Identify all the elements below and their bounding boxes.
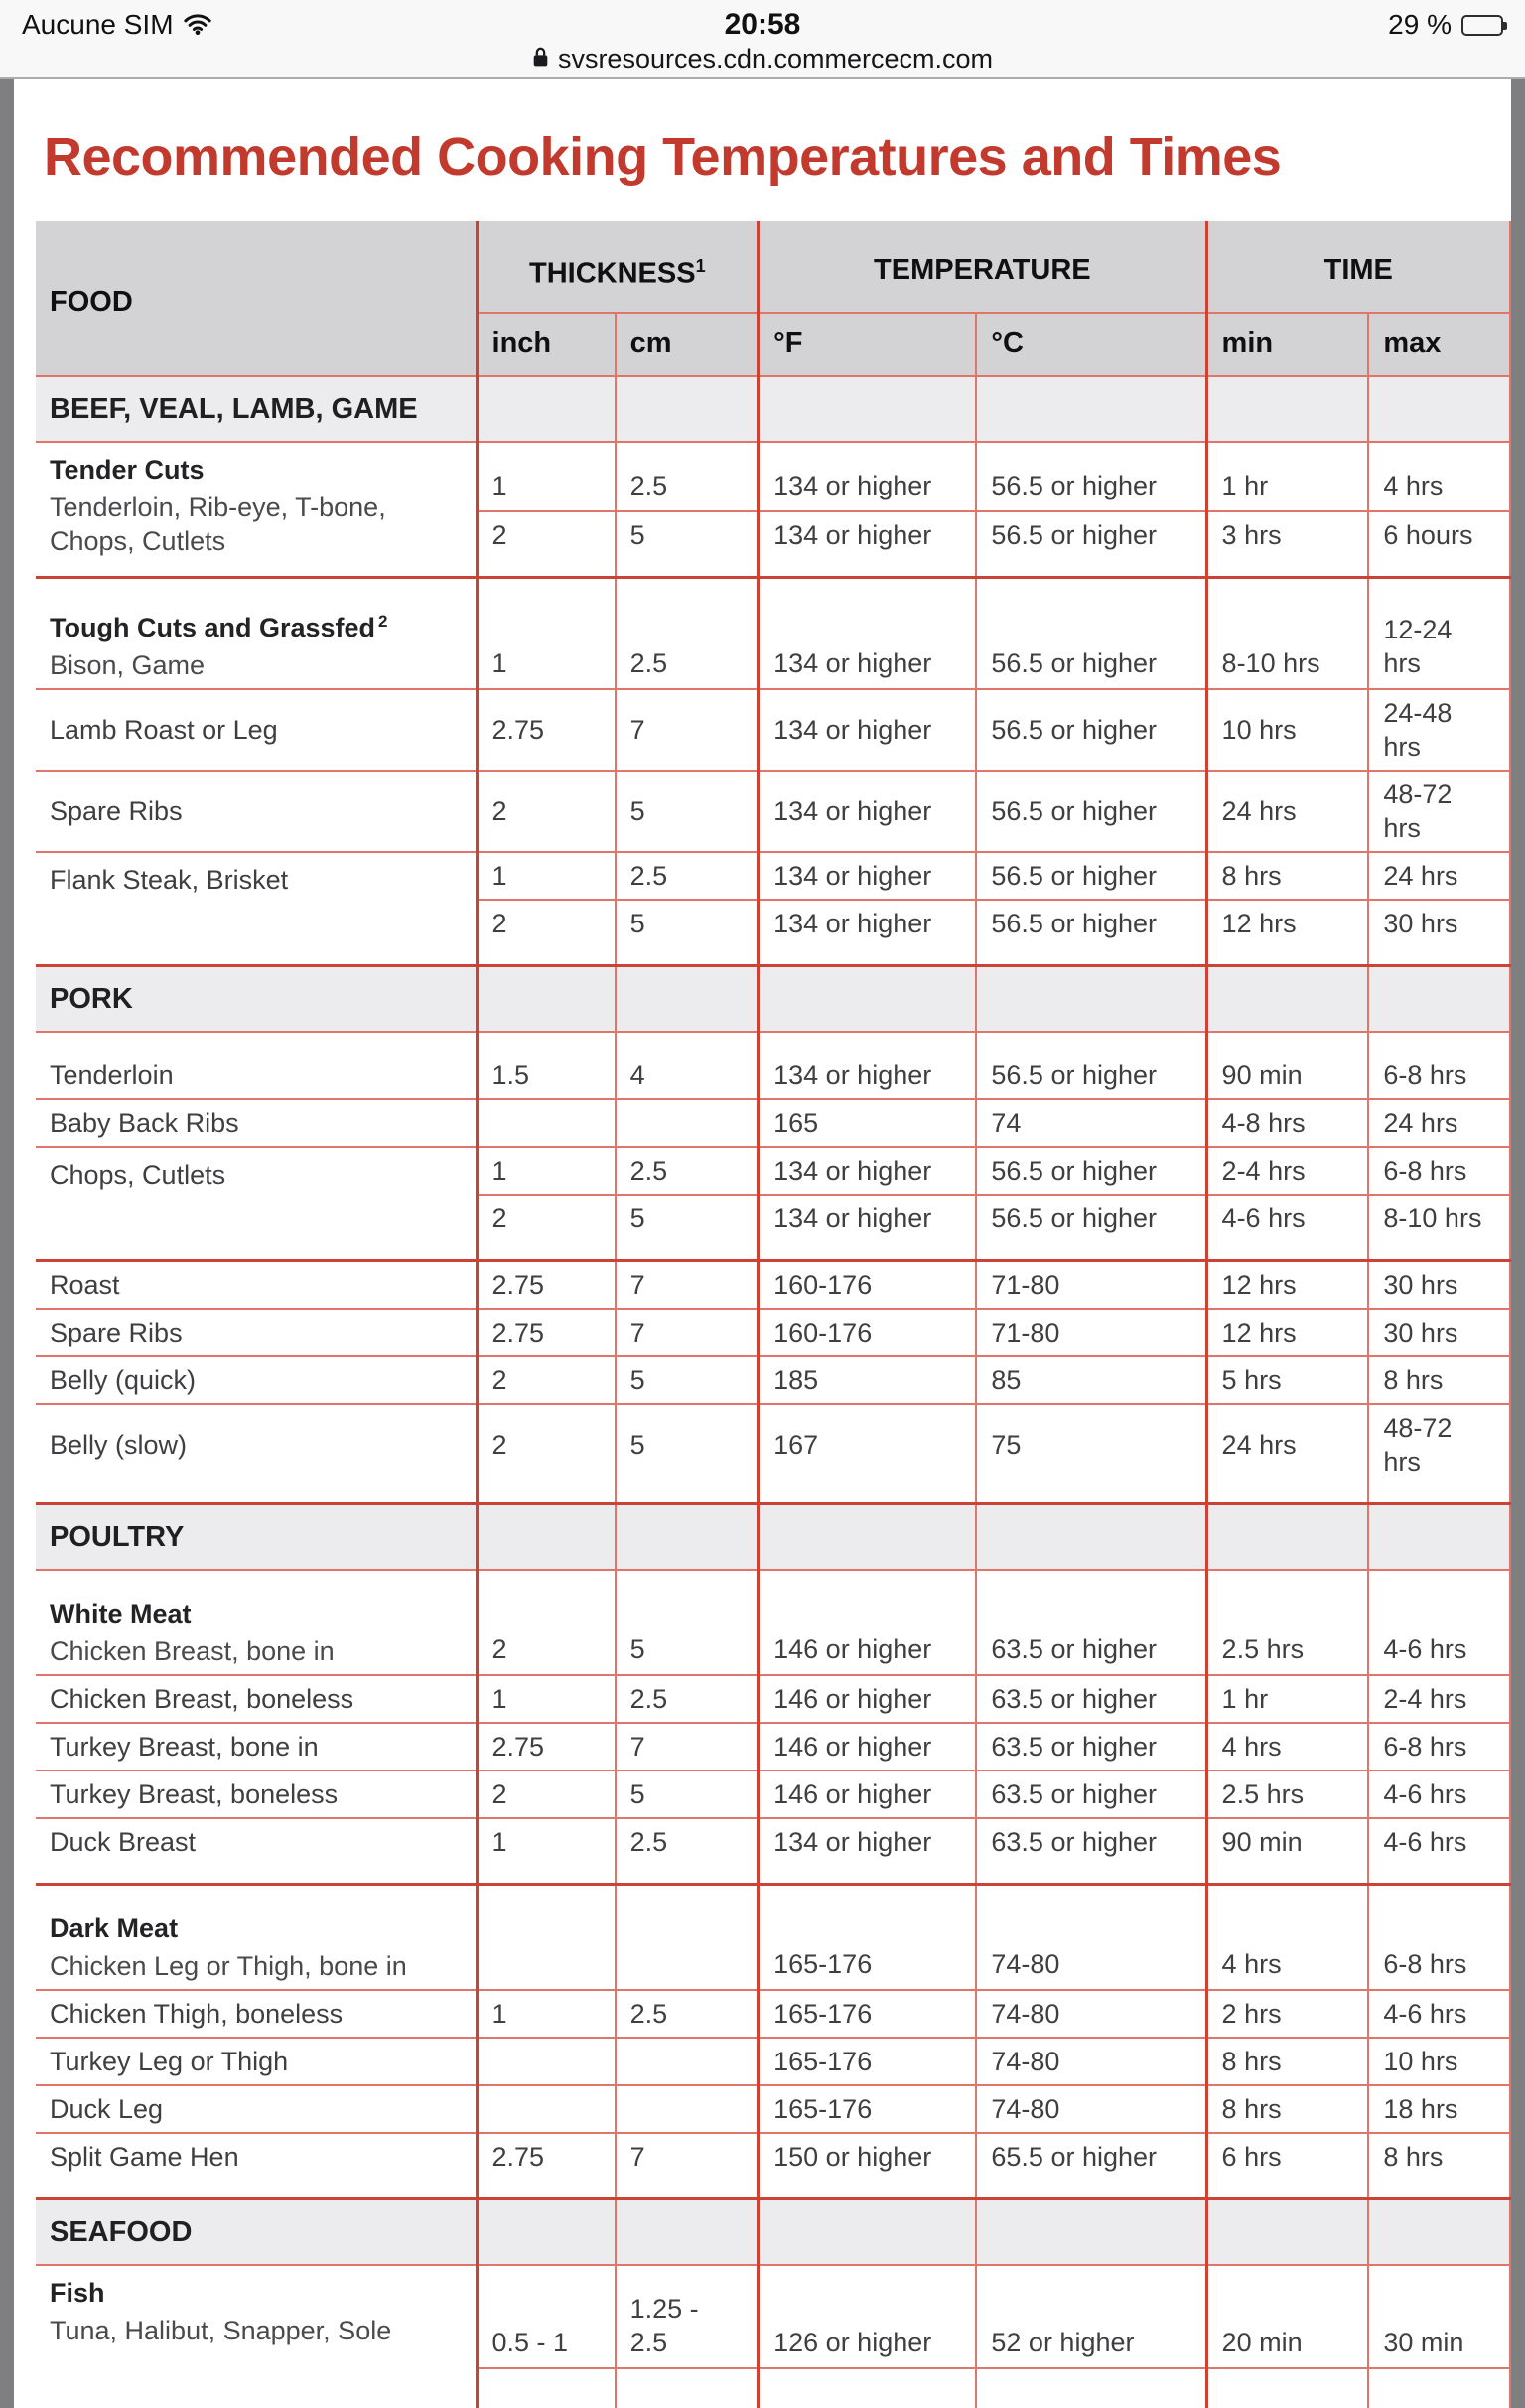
time-max-cell: 2-4 hrs xyxy=(1368,1675,1510,1723)
col-header-c: °C xyxy=(976,313,1206,376)
section-row-pork xyxy=(36,966,1510,1033)
table-row xyxy=(36,1885,1510,1991)
table-row xyxy=(36,1723,1510,1771)
web-page xyxy=(14,79,1511,2408)
inch-cell: 1 xyxy=(477,1675,616,1723)
inch-cell xyxy=(477,1885,616,1991)
temp-f-cell: 146 or higher xyxy=(759,1570,977,1675)
time-min-cell: 4-8 hrs xyxy=(1206,1099,1368,1147)
food-cell: Chicken Thigh, boneless xyxy=(36,1990,477,2038)
temp-c-cell: 56.5 or higher xyxy=(976,689,1206,771)
temp-c-cell: 74-80 xyxy=(976,1990,1206,2038)
wifi-icon xyxy=(184,10,211,42)
temp-f-cell: 160-176 xyxy=(759,1261,977,1310)
temp-c-cell: 74-80 xyxy=(976,2038,1206,2085)
temp-c-cell: 63.5 or higher xyxy=(976,1570,1206,1675)
time-max-cell xyxy=(1368,2368,1510,2408)
time-min-cell: 3 hrs xyxy=(1206,511,1368,578)
food-cell: Split Game Hen xyxy=(36,2133,477,2199)
inch-cell: 1 xyxy=(477,1818,616,1885)
table-row xyxy=(36,578,1510,690)
food-cell: Chops, Cutlets xyxy=(36,1147,477,1261)
section-row-seafood xyxy=(36,2199,1510,2266)
col-header-temperature: TEMPERATURE xyxy=(759,221,1206,314)
time-max-cell: 8 hrs xyxy=(1368,1356,1510,1404)
time-max-cell: 12-24 hrs xyxy=(1368,578,1510,690)
cm-cell: 5 xyxy=(616,900,759,966)
cm-cell xyxy=(616,2085,759,2133)
table-row xyxy=(36,1570,1510,1675)
inch-cell: 1 xyxy=(477,442,616,511)
time-max-cell: 30 hrs xyxy=(1368,1261,1510,1310)
time-min-cell: 20 min xyxy=(1206,2265,1368,2368)
time-min-cell: 1 hr xyxy=(1206,1675,1368,1723)
inch-cell: 2 xyxy=(477,1771,616,1818)
food-cell: Tough Cuts and Grassfed $^2$ Bison, Game xyxy=(36,578,477,690)
food-cell: Spare Ribs xyxy=(36,1309,477,1356)
cm-cell: 5 xyxy=(616,1356,759,1404)
temp-f-cell: 134 or higher xyxy=(759,511,977,578)
time-min-cell: 5 hrs xyxy=(1206,1356,1368,1404)
cm-cell: 2.5 xyxy=(616,1990,759,2038)
table-row xyxy=(36,1356,1510,1404)
food-cell: Baby Back Ribs xyxy=(36,1099,477,1147)
section-label: PORK xyxy=(36,966,477,1033)
time-min-cell: 12 hrs xyxy=(1206,900,1368,966)
section-label: BEEF, VEAL, LAMB, GAME xyxy=(36,376,477,442)
temp-f-cell: 185 xyxy=(759,1356,977,1404)
cm-cell: 5 xyxy=(616,1195,759,1261)
time-min-cell: 8-10 hrs xyxy=(1206,578,1368,690)
carrier-label: Aucune SIM xyxy=(22,9,174,40)
col-header-cm: cm xyxy=(616,313,759,376)
col-header-max: max xyxy=(1368,313,1510,376)
table-row xyxy=(36,1309,1510,1356)
temp-c-cell: 74-80 xyxy=(976,2085,1206,2133)
table-row xyxy=(36,1675,1510,1723)
cm-cell: 5 xyxy=(616,1570,759,1675)
inch-cell: 1 xyxy=(477,1990,616,2038)
time-min-cell: 12 hrs xyxy=(1206,1309,1368,1356)
inch-cell: 1 xyxy=(477,852,616,900)
temp-f-cell: 134 or higher xyxy=(759,689,977,771)
table-row xyxy=(36,442,1510,511)
time-min-cell: 90 min xyxy=(1206,1032,1368,1099)
table-row xyxy=(36,1261,1510,1310)
col-header-time: TIME xyxy=(1206,221,1510,314)
time-max-cell: 4-6 hrs xyxy=(1368,1990,1510,2038)
temp-c-cell: 71-80 xyxy=(976,1309,1206,1356)
cm-cell: 7 xyxy=(616,1309,759,1356)
cm-cell: 2.5 xyxy=(616,578,759,690)
table-row xyxy=(36,1771,1510,1818)
temp-f-cell: 134 or higher xyxy=(759,442,977,511)
table-row xyxy=(36,1099,1510,1147)
temp-c-cell: 56.5 or higher xyxy=(976,1195,1206,1261)
temp-f-cell: 134 or higher xyxy=(759,771,977,852)
cm-cell: 5 xyxy=(616,771,759,852)
temp-f-cell: 167 xyxy=(759,1404,977,1504)
time-min-cell: 90 min xyxy=(1206,1818,1368,1885)
inch-cell: 2 xyxy=(477,1570,616,1675)
url-text: svsresources.cdn.commercecm.com xyxy=(557,43,994,73)
temp-c-cell: 56.5 or higher xyxy=(976,900,1206,966)
battery-icon xyxy=(1461,15,1503,36)
time-min-cell: 8 hrs xyxy=(1206,852,1368,900)
inch-cell: 2 xyxy=(477,1404,616,1504)
col-header-inch: inch xyxy=(477,313,616,376)
inch-cell xyxy=(477,2038,616,2085)
cm-cell: 2.5 xyxy=(616,852,759,900)
temp-c-cell xyxy=(976,2368,1206,2408)
food-cell: Tenderloin xyxy=(36,1032,477,1099)
food-cell: White Meat Chicken Breast, bone in xyxy=(36,1570,477,1675)
time-min-cell: 24 hrs xyxy=(1206,1404,1368,1504)
table-row xyxy=(36,771,1510,852)
cm-cell: 7 xyxy=(616,2133,759,2199)
temp-f-cell: 146 or higher xyxy=(759,1771,977,1818)
temp-f-cell: 146 or higher xyxy=(759,1675,977,1723)
temp-c-cell: 56.5 or higher xyxy=(976,852,1206,900)
status-bar xyxy=(0,0,1525,44)
inch-cell: 2 xyxy=(477,900,616,966)
temp-f-cell: 146 or higher xyxy=(759,1723,977,1771)
food-cell: Dark Meat Chicken Leg or Thigh, bone in xyxy=(36,1885,477,1991)
temp-c-cell: 56.5 or higher xyxy=(976,578,1206,690)
food-cell: Turkey Leg or Thigh xyxy=(36,2038,477,2085)
cm-cell: 2.5 xyxy=(616,1147,759,1195)
cm-cell xyxy=(616,2368,759,2408)
time-max-cell: 48-72 hrs xyxy=(1368,771,1510,852)
time-max-cell: 4-6 hrs xyxy=(1368,1818,1510,1885)
table-row xyxy=(36,689,1510,771)
lock-icon xyxy=(532,44,549,74)
time-min-cell xyxy=(1206,2368,1368,2408)
food-cell: Duck Leg xyxy=(36,2085,477,2133)
temp-f-cell: 134 or higher xyxy=(759,1195,977,1261)
temp-c-cell: 74 xyxy=(976,1099,1206,1147)
inch-cell: 2 xyxy=(477,1195,616,1261)
col-header-thickness: THICKNESS$^1$ xyxy=(477,221,759,314)
time-min-cell: 12 hrs xyxy=(1206,1261,1368,1310)
table-row xyxy=(36,852,1510,900)
temp-c-cell: 56.5 or higher xyxy=(976,1147,1206,1195)
inch-cell: 1 xyxy=(477,1147,616,1195)
food-cell: Lamb Roast or Leg xyxy=(36,689,477,771)
food-cell: Spare Ribs xyxy=(36,771,477,852)
temp-c-cell: 56.5 or higher xyxy=(976,511,1206,578)
section-label: SEAFOOD xyxy=(36,2199,477,2266)
time-max-cell: 30 hrs xyxy=(1368,1309,1510,1356)
time-max-cell: 24-48 hrs xyxy=(1368,689,1510,771)
cm-cell: 5 xyxy=(616,1404,759,1504)
inch-cell: 2 xyxy=(477,771,616,852)
time-max-cell: 10 hrs xyxy=(1368,2038,1510,2085)
temp-c-cell: 56.5 or higher xyxy=(976,1032,1206,1099)
col-header-f: °F xyxy=(759,313,977,376)
food-cell: Flank Steak, Brisket xyxy=(36,852,477,966)
cm-cell: 7 xyxy=(616,1261,759,1310)
temp-f-cell: 165-176 xyxy=(759,1885,977,1991)
cm-cell xyxy=(616,1099,759,1147)
inch-cell: 2.75 xyxy=(477,1309,616,1356)
food-cell: Turkey Breast, bone in xyxy=(36,1723,477,1771)
temp-f-cell: 165-176 xyxy=(759,1990,977,2038)
temp-c-cell: 71-80 xyxy=(976,1261,1206,1310)
table-row xyxy=(36,2265,1510,2368)
time-max-cell: 6-8 hrs xyxy=(1368,1885,1510,1991)
browser-chrome xyxy=(0,0,1525,79)
time-max-cell: 18 hrs xyxy=(1368,2085,1510,2133)
section-row-beef xyxy=(36,376,1510,442)
time-max-cell: 8 hrs xyxy=(1368,2133,1510,2199)
time-max-cell: 4-6 hrs xyxy=(1368,1570,1510,1675)
temp-c-cell: 63.5 or higher xyxy=(976,1723,1206,1771)
table-header-row xyxy=(36,221,1510,314)
table-row xyxy=(36,2038,1510,2085)
col-header-min: min xyxy=(1206,313,1368,376)
table-row xyxy=(36,2133,1510,2199)
time-max-cell: 4-6 hrs xyxy=(1368,1771,1510,1818)
food-cell: Tender Cuts Tenderloin, Rib-eye, T-bone, Chops, Cutlets xyxy=(36,442,477,578)
section-label: POULTRY xyxy=(36,1504,477,1571)
cm-cell: 1.25 - 2.5 xyxy=(616,2265,759,2368)
cm-cell: 5 xyxy=(616,511,759,578)
temp-c-cell: 65.5 or higher xyxy=(976,2133,1206,2199)
temp-c-cell: 63.5 or higher xyxy=(976,1818,1206,1885)
temp-f-cell: 134 or higher xyxy=(759,1818,977,1885)
cm-cell: 2.5 xyxy=(616,442,759,511)
temp-c-cell: 74-80 xyxy=(976,1885,1206,1991)
time-max-cell: 6-8 hrs xyxy=(1368,1032,1510,1099)
time-min-cell: 4-6 hrs xyxy=(1206,1195,1368,1261)
time-max-cell: 24 hrs xyxy=(1368,1099,1510,1147)
inch-cell xyxy=(477,2085,616,2133)
temp-c-cell: 52 or higher xyxy=(976,2265,1206,2368)
inch-cell: 2 xyxy=(477,511,616,578)
food-cell: Chicken Breast, boneless xyxy=(36,1675,477,1723)
temp-f-cell: 134 or higher xyxy=(759,1032,977,1099)
temp-f-cell: 126 or higher xyxy=(759,2265,977,2368)
inch-cell xyxy=(477,1099,616,1147)
temp-f-cell: 134 or higher xyxy=(759,900,977,966)
time-min-cell: 8 hrs xyxy=(1206,2038,1368,2085)
inch-cell: 2.75 xyxy=(477,1723,616,1771)
table-row xyxy=(36,1404,1510,1504)
table-row xyxy=(36,1818,1510,1885)
inch-cell xyxy=(477,2368,616,2408)
table-row xyxy=(36,2085,1510,2133)
food-cell: Duck Breast xyxy=(36,1818,477,1885)
cm-cell xyxy=(616,2038,759,2085)
inch-cell: 0.5 - 1 xyxy=(477,2265,616,2368)
cooking-table xyxy=(36,221,1511,2408)
temp-c-cell: 56.5 or higher xyxy=(976,442,1206,511)
url-bar[interactable] xyxy=(0,44,1525,73)
cm-cell: 2.5 xyxy=(616,1675,759,1723)
time-max-cell: 48-72 hrs xyxy=(1368,1404,1510,1504)
temp-c-cell: 63.5 or higher xyxy=(976,1675,1206,1723)
temp-f-cell: 165 xyxy=(759,1099,977,1147)
time-min-cell: 2 hrs xyxy=(1206,1990,1368,2038)
inch-cell: 2.75 xyxy=(477,689,616,771)
time-max-cell: 30 hrs xyxy=(1368,900,1510,966)
time-max-cell: 24 hrs xyxy=(1368,852,1510,900)
time-min-cell: 4 hrs xyxy=(1206,1885,1368,1991)
clock: 20:58 xyxy=(724,8,801,41)
time-min-cell: 8 hrs xyxy=(1206,2085,1368,2133)
time-min-cell: 4 hrs xyxy=(1206,1723,1368,1771)
food-cell: Belly (slow) xyxy=(36,1404,477,1504)
time-max-cell: 6-8 hrs xyxy=(1368,1723,1510,1771)
temp-f-cell: 165-176 xyxy=(759,2038,977,2085)
time-min-cell: 6 hrs xyxy=(1206,2133,1368,2199)
time-max-cell: 4 hrs xyxy=(1368,442,1510,511)
food-cell: Roast xyxy=(36,1261,477,1310)
time-min-cell: 1 hr xyxy=(1206,442,1368,511)
table-row xyxy=(36,1032,1510,1099)
time-min-cell: 24 hrs xyxy=(1206,771,1368,852)
temp-c-cell: 63.5 or higher xyxy=(976,1771,1206,1818)
temp-c-cell: 75 xyxy=(976,1404,1206,1504)
temp-f-cell: 134 or higher xyxy=(759,1147,977,1195)
temp-f-cell: 134 or higher xyxy=(759,578,977,690)
inch-cell: 2.75 xyxy=(477,1261,616,1310)
inch-cell: 1 xyxy=(477,578,616,690)
temp-f-cell: 134 or higher xyxy=(759,852,977,900)
food-cell: Turkey Breast, boneless xyxy=(36,1771,477,1818)
section-row-poultry xyxy=(36,1504,1510,1571)
page-title: Recommended Cooking Temperatures and Times xyxy=(44,127,1282,187)
food-cell: Belly (quick) xyxy=(36,1356,477,1404)
inch-cell: 1.5 xyxy=(477,1032,616,1099)
cm-cell xyxy=(616,1885,759,1991)
cm-cell: 7 xyxy=(616,1723,759,1771)
battery-percent-label: 29 % xyxy=(1388,9,1452,40)
inch-cell: 2.75 xyxy=(477,2133,616,2199)
table-row xyxy=(36,1990,1510,2038)
col-header-food: FOOD xyxy=(36,221,477,377)
cm-cell: 4 xyxy=(616,1032,759,1099)
time-min-cell: 2-4 hrs xyxy=(1206,1147,1368,1195)
time-max-cell: 8-10 hrs xyxy=(1368,1195,1510,1261)
inch-cell: 2 xyxy=(477,1356,616,1404)
temp-c-cell: 56.5 or higher xyxy=(976,771,1206,852)
time-max-cell: 30 min xyxy=(1368,2265,1510,2368)
time-min-cell: 2.5 hrs xyxy=(1206,1570,1368,1675)
time-min-cell: 10 hrs xyxy=(1206,689,1368,771)
temp-f-cell xyxy=(759,2368,977,2408)
cm-cell: 7 xyxy=(616,689,759,771)
temp-c-cell: 85 xyxy=(976,1356,1206,1404)
cm-cell: 2.5 xyxy=(616,1818,759,1885)
time-max-cell: 6-8 hrs xyxy=(1368,1147,1510,1195)
temp-f-cell: 165-176 xyxy=(759,2085,977,2133)
table-row xyxy=(36,1147,1510,1195)
time-min-cell: 2.5 hrs xyxy=(1206,1771,1368,1818)
temp-f-cell: 150 or higher xyxy=(759,2133,977,2199)
temp-f-cell: 160-176 xyxy=(759,1309,977,1356)
food-cell: Fish Tuna, Halibut, Snapper, Sole xyxy=(36,2265,477,2408)
cm-cell: 5 xyxy=(616,1771,759,1818)
time-max-cell: 6 hours xyxy=(1368,511,1510,578)
